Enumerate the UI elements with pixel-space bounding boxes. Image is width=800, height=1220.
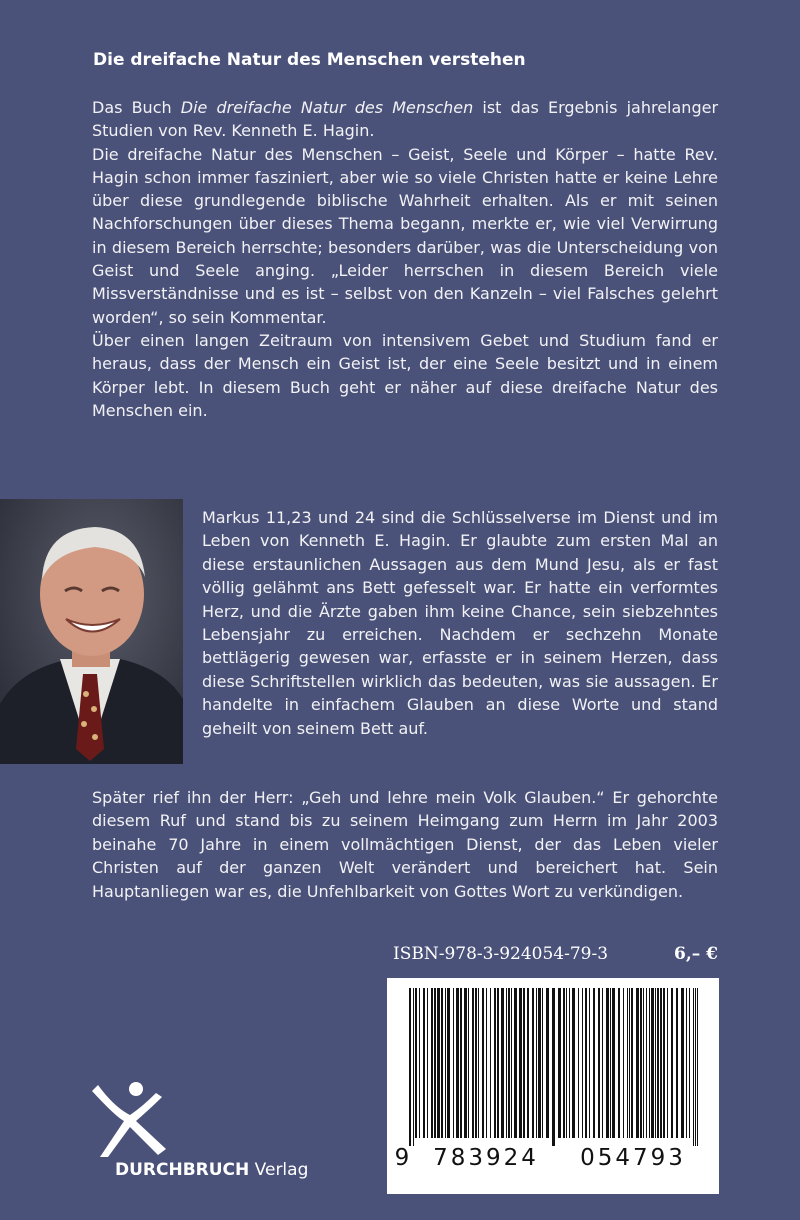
- barcode-bar: [578, 988, 579, 1138]
- barcode-bar: [409, 988, 411, 1146]
- barcode-bar: [445, 988, 446, 1138]
- barcode-bar: [640, 988, 642, 1138]
- barcode-bar: [610, 988, 611, 1138]
- publisher-logo-icon: [86, 1077, 172, 1157]
- intro-text: [92, 96, 718, 422]
- barcode-bar: [508, 988, 510, 1138]
- barcode-bar: [468, 988, 469, 1138]
- barcode-bar: [646, 988, 647, 1138]
- barcode-bar: [569, 988, 570, 1138]
- barcode-bar: [606, 988, 609, 1138]
- barcode-bar: [582, 988, 583, 1138]
- publisher-name-regular: Verlag: [249, 1160, 309, 1180]
- barcode-bar: [415, 988, 417, 1138]
- barcode-bar: [695, 988, 696, 1146]
- author-photo: [0, 499, 183, 764]
- barcode-bar: [589, 988, 590, 1138]
- barcode-bar: [434, 988, 436, 1138]
- barcode-bar: [413, 988, 414, 1146]
- barcode-bar: [472, 988, 474, 1138]
- barcode-bar: [486, 988, 487, 1138]
- barcode-digits-left: 783924: [433, 1145, 539, 1171]
- barcode-bar: [686, 988, 687, 1138]
- intro-paragraph-3: Über einen langen Zeitraum von intensivem Gebet und Studium fand er heraus, dass der Mensch ein Geist ist, der eine Seele besitzt und in einem Körper lebt. In diesem Buch geht er näher auf diese dreifache Natur des Menschen ein.: [92, 330, 718, 420]
- barcode-bar: [423, 988, 425, 1138]
- barcode-bar: [552, 988, 555, 1146]
- barcode-bar: [689, 988, 690, 1138]
- barcode-bar: [649, 988, 650, 1138]
- barcode-bar: [511, 988, 512, 1138]
- barcode-bar: [453, 988, 454, 1138]
- barcode-bar: [464, 988, 467, 1138]
- barcode-bar: [527, 988, 529, 1138]
- barcode-bar: [494, 988, 496, 1138]
- barcode-bar: [693, 988, 694, 1146]
- barcode-bar: [441, 988, 443, 1138]
- barcode-bar: [538, 988, 541, 1138]
- barcode-bar: [456, 988, 459, 1138]
- barcode-bar: [460, 988, 462, 1138]
- barcode-bar: [506, 988, 507, 1138]
- barcode-bar: [558, 988, 561, 1138]
- barcode-bar: [536, 988, 537, 1138]
- barcode-bar: [602, 988, 603, 1138]
- barcode-bar: [490, 988, 491, 1138]
- barcode-bar: [667, 988, 668, 1138]
- barcode-bar: [437, 988, 440, 1138]
- barcode-bar: [681, 988, 684, 1138]
- barcode-digits-right: 054793: [580, 1145, 686, 1171]
- barcode-bar: [447, 988, 450, 1138]
- publisher-name-bold: DURCHBRUCH: [115, 1160, 250, 1180]
- barcode-bar: [478, 988, 479, 1138]
- barcode-bar: [660, 988, 662, 1138]
- barcode-bar: [663, 988, 665, 1138]
- barcode-bar: [482, 988, 484, 1138]
- isbn-price-line: [393, 944, 718, 964]
- barcode-bar: [475, 988, 477, 1138]
- barcode-bar: [618, 988, 620, 1138]
- price: 6,– €: [674, 944, 718, 964]
- intro-paragraph-1: [92, 96, 718, 143]
- barcode-bar: [657, 988, 659, 1138]
- barcode-bar: [631, 988, 633, 1138]
- intro-p1-prefix: Das Buch: [92, 98, 181, 117]
- barcode-bar: [514, 988, 517, 1138]
- barcode-bar: [532, 988, 534, 1138]
- barcode-bar: [501, 988, 504, 1138]
- isbn-number: ISBN-978-3-924054-79-3: [393, 944, 609, 964]
- barcode-bar: [497, 988, 499, 1138]
- intro-paragraph-2: Die dreifache Natur des Menschen – Geist, Seele und Körper – hatte Rev. Hagin schon immer fasziniert, aber wie so viele Christen hatte er keine Lehre über diese grundlegende biblische Wahrheit erhalten. Als er mit seinen Nachforschungen über dieses Thema begann, merkte er, wie viel Verwirrung in diesem Bereich herrschte; besonders darüber, was die Unterscheidung von Geist und Seele anging. „Leider herrschen in diesem Bereich viele Missverständnisse und es ist – selbst von den Kanzeln – viel Falsches gelehrt worden“, so sein Kommentar.: [92, 144, 718, 327]
- barcode-bar: [542, 988, 543, 1138]
- barcode-bar: [612, 988, 615, 1138]
- barcode-bar: [546, 988, 549, 1138]
- barcode-bar: [627, 988, 628, 1138]
- barcode-bar: [623, 988, 624, 1138]
- barcode-bar: [593, 988, 595, 1138]
- barcode-bars: [387, 978, 719, 1146]
- publisher-name: [115, 1160, 308, 1180]
- barcode-bar: [519, 988, 522, 1138]
- barcode-bar: [629, 988, 630, 1138]
- barcode-bar: [427, 988, 428, 1138]
- intro-p1-suffix: ist das Ergebnis jahrelanger Studien von Rev. Kenneth E. Hagin.: [92, 98, 719, 141]
- barcode-bar: [419, 988, 420, 1138]
- book-title-italic: Die dreifache Natur des Menschen: [180, 98, 474, 117]
- barcode-bar: [655, 988, 656, 1138]
- barcode-bar: [676, 988, 678, 1138]
- barcode-bar: [566, 988, 567, 1138]
- barcode-digits: [387, 1145, 719, 1171]
- author-bio: Markus 11,23 und 24 sind die Schlüsselverse im Dienst und im Leben von Kenneth E. Hagin. Er glaubte zum ersten Mal an diese erstaunlichen Aussagen aus dem Mund Jesu, als er fast völlig gelähmt ans Bett gefesselt war. Er hatte ein verformtes Herz, und die Ärzte gaben ihm keine Chance, sein siebzehntes Lebensjahr zu erreichen. Nachdem er sechzehn Monate bettlägerig gewesen war, erfasste er in seinem Herzen, dass diese Schriftstellen wirklich das bedeuten, was sie aussagen. Er handelte in einfachem Glauben an diese Worte und stand geheilt von seinem Bett auf.: [202, 508, 718, 738]
- barcode-bar: [671, 988, 673, 1138]
- barcode-bar: [523, 988, 525, 1138]
- barcode-bar: [636, 988, 639, 1138]
- author-portrait-image: [0, 499, 183, 764]
- barcode-digit-first: 9: [394, 1145, 410, 1171]
- barcode-bar: [563, 988, 565, 1138]
- barcode-bar: [697, 988, 698, 1146]
- barcode-bar: [598, 988, 600, 1138]
- back-cover-heading: Die dreifache Natur des Menschen verstehen: [93, 50, 526, 70]
- barcode-bar: [585, 988, 587, 1138]
- barcode-bar: [572, 988, 575, 1138]
- barcode-bar: [431, 988, 433, 1138]
- barcode-bar: [651, 988, 654, 1138]
- barcode: [387, 978, 719, 1194]
- barcode-bar: [643, 988, 644, 1138]
- ministry-paragraph: Später rief ihn der Herr: „Geh und lehre mein Volk Glauben.“ Er gehorchte diesem Ruf und stand bis zu seinem Heimgang zum Herrn im Jahr 2003 beinahe 70 Jahre in einem vollmächtigen Dienst, der das Leben vieler Christen auf der ganzen Welt verändert und bereichert hat. Sein Hauptanliegen war es, die Unfehlbarkeit von Gottes Wort zu verkündigen.: [92, 788, 718, 901]
